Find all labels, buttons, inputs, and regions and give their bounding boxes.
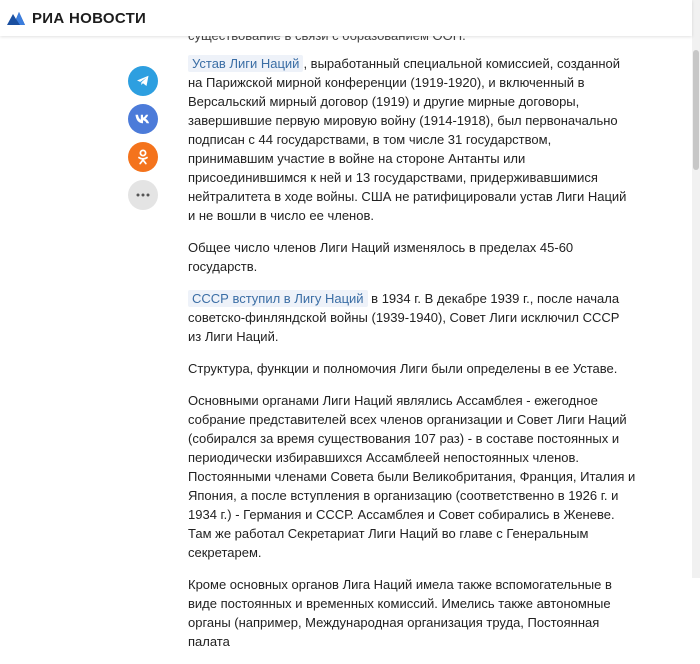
article-paragraph xyxy=(188,289,636,346)
paragraph-text: , выработанный специальной комиссией, созданной на Парижской мирной конференции (1919-1920), и включенный в Версальский мирный договор (1919) и другие мирные договоры, завершившие первую мировую войну (1914-1918), был первоначально подписан с 44 государствами, в том числе 31 государством, принимавшим участие в войне на стороне Антанты или присоединившимся к ней и 13 государствами, придерживавшимися нейтралитета в ходе войны. США не ратифицировали устав Лиги Наций и не вошли в число ее членов. xyxy=(188,56,627,223)
article-paragraph: Структура, функции и полномочия Лиги были определены в ее Уставе. xyxy=(188,361,618,376)
more-icon xyxy=(136,193,150,197)
telegram-icon xyxy=(136,74,150,88)
vk-share-button[interactable] xyxy=(128,104,158,134)
paragraph-text: в 1934 г. В декабре 1939 г., после начала советско-финляндской войны (1939-1940), Совет Лиги исключил СССР из Лиги Наций. xyxy=(188,291,620,344)
share-bar xyxy=(128,66,160,218)
scrollbar[interactable] xyxy=(692,0,700,578)
scrollbar-thumb[interactable] xyxy=(693,50,699,170)
article-body xyxy=(188,26,636,664)
telegram-share-button[interactable] xyxy=(128,66,158,96)
site-header xyxy=(0,0,692,36)
article-paragraph xyxy=(188,54,636,225)
vk-icon xyxy=(135,114,151,124)
odnoklassniki-icon xyxy=(137,149,149,165)
ria-logo[interactable] xyxy=(6,8,146,28)
league-charter-link[interactable]: Устав Лиги Наций xyxy=(188,55,303,72)
ria-logo-icon xyxy=(6,10,26,26)
article-paragraph: Общее число членов Лиги Наций изменялось в пределах 45-60 государств. xyxy=(188,240,574,274)
article-paragraph: Кроме основных органов Лига Наций имела также вспомогательные в виде постоянных и временных комиссий. Имелись также автономные органы (например, Международная организация труда, Постоянная палата xyxy=(188,577,612,649)
article-paragraph: Основными органами Лиги Наций являлись Ассамблея - ежегодное собрание представителей всех членов организации и Совет Лиги Наций (собирался за время существования 107 раз) - в составе постоянных и периодически избиравшихся Ассамблеей непостоянных членов. Постоянными членами Совета были Великобритания, Франция, Италия и Япония, а после вступления в организацию (соответственно в 1926 г. и 1934 г.) - Германия и СССР. Ассамблея и Совет собирались в Женеве. Там же работал Секретариат Лиги Наций во главе с Генеральным секретарем. xyxy=(188,393,636,560)
ussr-joined-link[interactable]: СССР вступил в Лигу Наций xyxy=(188,290,368,307)
more-share-button[interactable] xyxy=(128,180,158,210)
logo-text: РИА НОВОСТИ xyxy=(32,9,147,27)
odnoklassniki-share-button[interactable] xyxy=(128,142,158,172)
